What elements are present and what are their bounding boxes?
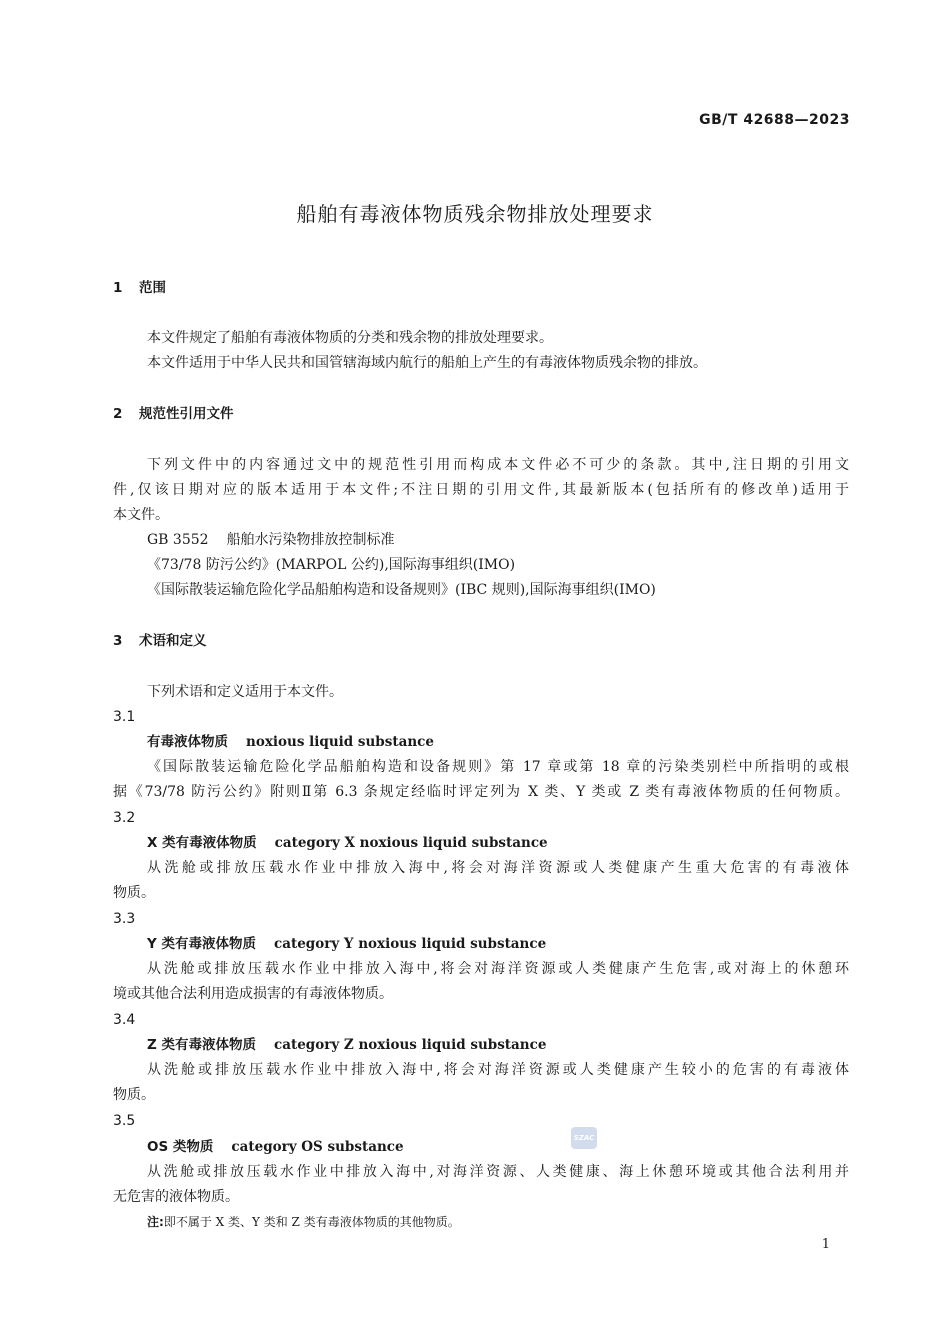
term-definition: 无危害的液体物质。 <box>113 1189 239 1205</box>
term-definition: 从洗舱或排放压载水作业中排放入海中,将会对海洋资源或人类健康产生重大危害的有毒液体 <box>147 860 849 876</box>
section-number: 2 <box>113 406 123 422</box>
watermark-logo: SZAC <box>571 1127 597 1149</box>
paragraph: 下列术语和定义适用于本文件。 <box>147 684 343 700</box>
term-en: noxious liquid substance <box>246 734 434 750</box>
term-zh: OS 类物质 <box>147 1139 214 1155</box>
reference-code: GB 3552 <box>147 532 209 548</box>
term-zh: Z 类有毒液体物质 <box>147 1037 256 1053</box>
term-zh: X 类有毒液体物质 <box>147 835 257 851</box>
term-en: category OS substance <box>231 1139 404 1155</box>
normative-reference <box>147 530 395 550</box>
term-heading <box>147 934 546 954</box>
term-definition: 境或其他合法利用造成损害的有毒液体物质。 <box>113 986 393 1002</box>
section-1-heading <box>113 278 166 298</box>
reference-title: 船舶水污染物排放控制标准 <box>226 532 395 548</box>
term-heading <box>147 1035 546 1055</box>
term-zh: Y 类有毒液体物质 <box>147 936 256 952</box>
paragraph: 件,仅该日期对应的版本适用于本文件;不注日期的引用文件,其最新版本(包括所有的修改单)适用于 <box>113 482 849 498</box>
term-number: 3.3 <box>113 911 136 927</box>
document-title: 船舶有毒液体物质残余物排放处理要求 <box>296 202 654 226</box>
note-label: 注: <box>147 1215 164 1229</box>
section-title: 范围 <box>139 280 166 296</box>
term-definition: 从洗舱或排放压载水作业中排放入海中,对海洋资源、人类健康、海上休憩环境或其他合法利用并 <box>147 1164 849 1180</box>
term-heading <box>147 833 548 853</box>
term-heading <box>147 1137 404 1157</box>
paragraph: 下列文件中的内容通过文中的规范性引用而构成本文件必不可少的条款。其中,注日期的引用文 <box>147 457 849 473</box>
term-definition: 《国际散装运输危险化学品船舶构造和设备规则》第 17 章或第 18 章的污染类别栏中所指明的或根 <box>147 759 849 775</box>
term-en: category X noxious liquid substance <box>274 835 548 851</box>
page-number: 1 <box>821 1237 830 1252</box>
term-definition: 从洗舱或排放压载水作业中排放入海中,将会对海洋资源或人类健康产生较小的危害的有毒液体 <box>147 1062 849 1078</box>
term-en: category Z noxious liquid substance <box>274 1037 547 1053</box>
document-code: GB/T 42688—2023 <box>699 112 850 128</box>
term-zh: 有毒液体物质 <box>147 734 228 750</box>
paragraph: 本文件规定了船舶有毒液体物质的分类和残余物的排放处理要求。 <box>147 330 553 346</box>
section-2-heading <box>113 404 234 424</box>
term-number: 3.4 <box>113 1012 136 1028</box>
term-number: 3.1 <box>113 709 136 725</box>
section-number: 1 <box>113 280 123 296</box>
term-number: 3.5 <box>113 1113 136 1129</box>
normative-reference: 《73/78 防污公约》(MARPOL 公约),国际海事组织(IMO) <box>147 557 516 573</box>
term-number: 3.2 <box>113 810 136 826</box>
term-heading <box>147 732 434 752</box>
section-3-heading <box>113 631 207 651</box>
paragraph: 本文件适用于中华人民共和国管辖海域内航行的船舶上产生的有毒液体物质残余物的排放。 <box>147 355 707 371</box>
section-number: 3 <box>113 633 123 649</box>
section-title: 术语和定义 <box>139 633 207 649</box>
term-definition: 据《73/78 防污公约》附则Ⅱ第 6.3 条规定经临时评定列为 X 类、Y 类或 Z 类有毒液体物质的任何物质。 <box>113 784 849 800</box>
section-title: 规范性引用文件 <box>139 406 234 422</box>
term-note <box>147 1212 460 1232</box>
term-definition: 物质。 <box>113 885 155 901</box>
term-definition: 从洗舱或排放压载水作业中排放入海中,将会对海洋资源或人类健康产生危害,或对海上的休憩环 <box>147 961 849 977</box>
term-definition: 物质。 <box>113 1087 155 1103</box>
term-en: category Y noxious liquid substance <box>273 936 547 952</box>
normative-reference: 《国际散装运输危险化学品船舶构造和设备规则》(IBC 规则),国际海事组织(IMO) <box>147 582 656 598</box>
note-text: 即不属于 X 类、Y 类和 Z 类有毒液体物质的其他物质。 <box>163 1215 460 1229</box>
paragraph: 本文件。 <box>113 507 169 523</box>
